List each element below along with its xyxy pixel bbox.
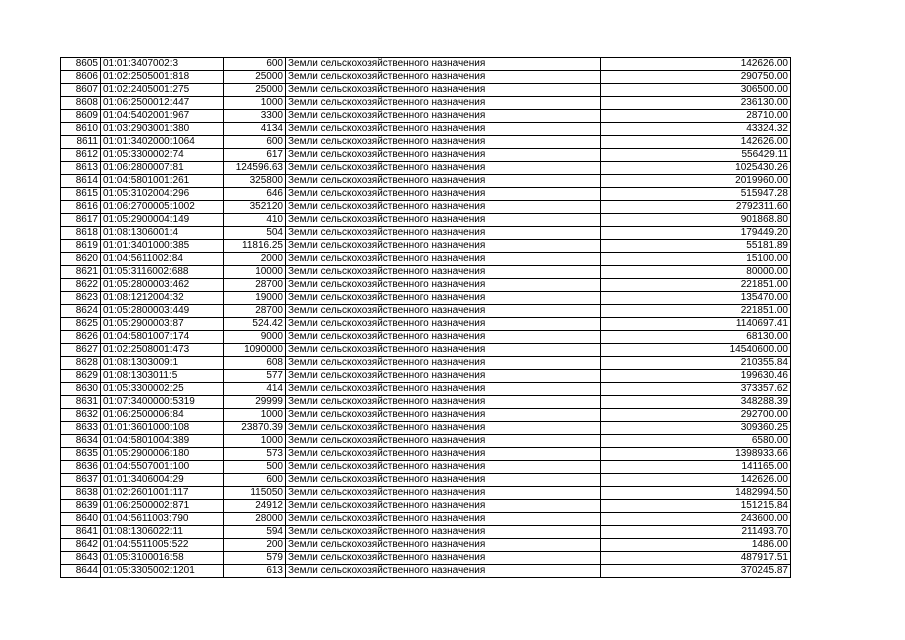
row-number: 8640 — [61, 513, 101, 526]
row-number: 8613 — [61, 162, 101, 175]
land-area: 28700 — [224, 279, 286, 292]
cadastral-number: 01:04:5611002:84 — [101, 253, 224, 266]
cadastral-number: 01:08:1306001:4 — [101, 227, 224, 240]
cadastral-number: 01:04:5801007:174 — [101, 331, 224, 344]
table-row — [61, 149, 791, 162]
land-category: Земли сельскохозяйственного назначения — [286, 123, 601, 136]
cadastral-value: 55181.89 — [601, 240, 791, 253]
cadastral-value: 348288.39 — [601, 396, 791, 409]
cadastral-number: 01:02:2505001:818 — [101, 71, 224, 84]
cadastral-value: 2019960.00 — [601, 175, 791, 188]
land-area: 594 — [224, 526, 286, 539]
land-category: Земли сельскохозяйственного назначения — [286, 370, 601, 383]
land-area: 500 — [224, 461, 286, 474]
table-row — [61, 110, 791, 123]
row-number: 8605 — [61, 58, 101, 71]
cadastral-value: 292700.00 — [601, 409, 791, 422]
table-row — [61, 123, 791, 136]
table-row — [61, 331, 791, 344]
row-number: 8629 — [61, 370, 101, 383]
row-number: 8626 — [61, 331, 101, 344]
table-row — [61, 58, 791, 71]
cadastral-value: 1025430.26 — [601, 162, 791, 175]
land-area: 1000 — [224, 409, 286, 422]
land-area: 2000 — [224, 253, 286, 266]
table-row — [61, 370, 791, 383]
table-row — [61, 409, 791, 422]
land-category: Земли сельскохозяйственного назначения — [286, 396, 601, 409]
cadastral-number: 01:08:1306022:11 — [101, 526, 224, 539]
land-category: Земли сельскохозяйственного назначения — [286, 136, 601, 149]
cadastral-value: 556429.11 — [601, 149, 791, 162]
cadastral-value: 221851.00 — [601, 279, 791, 292]
land-area: 1000 — [224, 97, 286, 110]
land-area: 325800 — [224, 175, 286, 188]
land-category: Земли сельскохозяйственного назначения — [286, 474, 601, 487]
row-number: 8616 — [61, 201, 101, 214]
table-row — [61, 214, 791, 227]
cadastral-value: 142626.00 — [601, 136, 791, 149]
row-number: 8641 — [61, 526, 101, 539]
land-area: 29999 — [224, 396, 286, 409]
cadastral-number: 01:05:2900003:87 — [101, 318, 224, 331]
cadastral-number: 01:04:5402001:967 — [101, 110, 224, 123]
land-area: 504 — [224, 227, 286, 240]
table-row — [61, 422, 791, 435]
cadastral-value: 309360.25 — [601, 422, 791, 435]
cadastral-value: 179449.20 — [601, 227, 791, 240]
table-row — [61, 344, 791, 357]
land-area: 573 — [224, 448, 286, 461]
cadastral-value: 1140697.41 — [601, 318, 791, 331]
cadastral-value: 141165.00 — [601, 461, 791, 474]
table-row — [61, 526, 791, 539]
land-category: Земли сельскохозяйственного назначения — [286, 71, 601, 84]
table-row — [61, 552, 791, 565]
table-row — [61, 253, 791, 266]
row-number: 8630 — [61, 383, 101, 396]
cadastral-number: 01:06:2800007:81 — [101, 162, 224, 175]
row-number: 8606 — [61, 71, 101, 84]
table-row — [61, 435, 791, 448]
land-category: Земли сельскохозяйственного назначения — [286, 188, 601, 201]
table-row — [61, 227, 791, 240]
land-area: 28700 — [224, 305, 286, 318]
row-number: 8608 — [61, 97, 101, 110]
land-area: 600 — [224, 136, 286, 149]
cadastral-number: 01:02:2601001:117 — [101, 487, 224, 500]
cadastral-value: 15100.00 — [601, 253, 791, 266]
cadastral-number: 01:06:2500012:447 — [101, 97, 224, 110]
row-number: 8618 — [61, 227, 101, 240]
table-row — [61, 396, 791, 409]
cadastral-value: 243600.00 — [601, 513, 791, 526]
land-category: Земли сельскохозяйственного назначения — [286, 513, 601, 526]
cadastral-value: 68130.00 — [601, 331, 791, 344]
table-row — [61, 318, 791, 331]
land-category: Земли сельскохозяйственного назначения — [286, 331, 601, 344]
cadastral-number: 01:05:3300002:74 — [101, 149, 224, 162]
table-row — [61, 136, 791, 149]
cadastral-value: 1486.00 — [601, 539, 791, 552]
land-category: Земли сельскохозяйственного назначения — [286, 448, 601, 461]
cadastral-value: 1398933.66 — [601, 448, 791, 461]
land-area: 200 — [224, 539, 286, 552]
row-number: 8635 — [61, 448, 101, 461]
land-category: Земли сельскохозяйственного назначения — [286, 383, 601, 396]
row-number: 8624 — [61, 305, 101, 318]
land-category: Земли сельскохозяйственного назначения — [286, 422, 601, 435]
land-category: Земли сельскохозяйственного назначения — [286, 409, 601, 422]
table-row — [61, 97, 791, 110]
cadastral-value: 515947.28 — [601, 188, 791, 201]
row-number: 8633 — [61, 422, 101, 435]
land-category: Земли сельскохозяйственного назначения — [286, 240, 601, 253]
land-category: Земли сельскохозяйственного назначения — [286, 565, 601, 578]
row-number: 8611 — [61, 136, 101, 149]
cadastral-value: 290750.00 — [601, 71, 791, 84]
table-row — [61, 565, 791, 578]
land-area: 28000 — [224, 513, 286, 526]
cadastral-number: 01:05:3100016:58 — [101, 552, 224, 565]
cadastral-value: 199630.46 — [601, 370, 791, 383]
land-category: Земли сельскохозяйственного назначения — [286, 214, 601, 227]
land-category: Земли сельскохозяйственного назначения — [286, 539, 601, 552]
land-area: 1090000 — [224, 344, 286, 357]
cadastral-number: 01:05:2900004:149 — [101, 214, 224, 227]
table-row — [61, 188, 791, 201]
cadastral-number: 01:02:2508001:473 — [101, 344, 224, 357]
cadastral-number: 01:06:2500002:871 — [101, 500, 224, 513]
land-area: 124596.63 — [224, 162, 286, 175]
cadastral-value: 2792311.60 — [601, 201, 791, 214]
cadastral-value: 210355.84 — [601, 357, 791, 370]
land-area: 115050 — [224, 487, 286, 500]
land-category: Земли сельскохозяйственного назначения — [286, 149, 601, 162]
cadastral-number: 01:05:2800003:449 — [101, 305, 224, 318]
table-row — [61, 84, 791, 97]
cadastral-value: 151215.84 — [601, 500, 791, 513]
row-number: 8644 — [61, 565, 101, 578]
land-area: 10000 — [224, 266, 286, 279]
row-number: 8634 — [61, 435, 101, 448]
land-area: 24912 — [224, 500, 286, 513]
table-row — [61, 487, 791, 500]
row-number: 8615 — [61, 188, 101, 201]
cadastral-number: 01:03:2903001:380 — [101, 123, 224, 136]
cadastral-value: 211493.70 — [601, 526, 791, 539]
row-number: 8623 — [61, 292, 101, 305]
table-row — [61, 500, 791, 513]
cadastral-value: 373357.62 — [601, 383, 791, 396]
cadastral-number: 01:01:3601000:108 — [101, 422, 224, 435]
table-row — [61, 162, 791, 175]
row-number: 8631 — [61, 396, 101, 409]
row-number: 8637 — [61, 474, 101, 487]
land-category: Земли сельскохозяйственного назначения — [286, 500, 601, 513]
cadastral-number: 01:02:2405001:275 — [101, 84, 224, 97]
land-category: Земли сельскохозяйственного назначения — [286, 162, 601, 175]
land-area: 524.42 — [224, 318, 286, 331]
cadastral-number: 01:04:5801004:389 — [101, 435, 224, 448]
land-area: 9000 — [224, 331, 286, 344]
cadastral-number: 01:05:3305002:1201 — [101, 565, 224, 578]
land-category: Земли сельскохозяйственного назначения — [286, 318, 601, 331]
land-area: 646 — [224, 188, 286, 201]
row-number: 8643 — [61, 552, 101, 565]
cadastral-number: 01:08:1212004:32 — [101, 292, 224, 305]
cadastral-value: 1482994.50 — [601, 487, 791, 500]
cadastral-number: 01:04:5507001:100 — [101, 461, 224, 474]
table-row — [61, 71, 791, 84]
cadastral-value: 43324.32 — [601, 123, 791, 136]
cadastral-number: 01:08:1303011:5 — [101, 370, 224, 383]
table-row — [61, 279, 791, 292]
row-number: 8621 — [61, 266, 101, 279]
cadastral-number: 01:08:1303009:1 — [101, 357, 224, 370]
row-number: 8636 — [61, 461, 101, 474]
land-category: Земли сельскохозяйственного назначения — [286, 266, 601, 279]
land-category: Земли сельскохозяйственного назначения — [286, 279, 601, 292]
land-category: Земли сельскохозяйственного назначения — [286, 97, 601, 110]
land-area: 3300 — [224, 110, 286, 123]
land-category: Земли сельскохозяйственного назначения — [286, 201, 601, 214]
cadastral-value: 135470.00 — [601, 292, 791, 305]
cadastral-number: 01:06:2500006:84 — [101, 409, 224, 422]
cadastral-value: 221851.00 — [601, 305, 791, 318]
cadastral-value: 142626.00 — [601, 474, 791, 487]
cadastral-value: 28710.00 — [601, 110, 791, 123]
row-number: 8642 — [61, 539, 101, 552]
cadastral-number: 01:04:5801001:261 — [101, 175, 224, 188]
row-number: 8639 — [61, 500, 101, 513]
cadastral-value: 6580.00 — [601, 435, 791, 448]
cadastral-value: 487917.51 — [601, 552, 791, 565]
land-area: 4134 — [224, 123, 286, 136]
land-area: 25000 — [224, 84, 286, 97]
cadastral-number: 01:06:2700005:1002 — [101, 201, 224, 214]
table-row — [61, 474, 791, 487]
row-number: 8610 — [61, 123, 101, 136]
table-row — [61, 292, 791, 305]
land-category: Земли сельскохозяйственного назначения — [286, 84, 601, 97]
land-register-table — [60, 57, 791, 578]
cadastral-value: 901868.80 — [601, 214, 791, 227]
table-row — [61, 305, 791, 318]
cadastral-value: 306500.00 — [601, 84, 791, 97]
cadastral-value: 142626.00 — [601, 58, 791, 71]
cadastral-number: 01:01:3401000:385 — [101, 240, 224, 253]
land-category: Земли сельскохозяйственного назначения — [286, 487, 601, 500]
row-number: 8617 — [61, 214, 101, 227]
row-number: 8625 — [61, 318, 101, 331]
cadastral-number: 01:05:2900006:180 — [101, 448, 224, 461]
land-category: Земли сельскохозяйственного назначения — [286, 357, 601, 370]
land-category: Земли сельскохозяйственного назначения — [286, 526, 601, 539]
cadastral-number: 01:05:3300002:25 — [101, 383, 224, 396]
row-number: 8628 — [61, 357, 101, 370]
land-area: 414 — [224, 383, 286, 396]
table-row — [61, 240, 791, 253]
cadastral-value: 236130.00 — [601, 97, 791, 110]
table-row — [61, 539, 791, 552]
table-row — [61, 357, 791, 370]
cadastral-number: 01:05:2800003:462 — [101, 279, 224, 292]
cadastral-number: 01:04:5511005:522 — [101, 539, 224, 552]
row-number: 8632 — [61, 409, 101, 422]
land-area: 23870.39 — [224, 422, 286, 435]
row-number: 8622 — [61, 279, 101, 292]
row-number: 8619 — [61, 240, 101, 253]
cadastral-number: 01:07:3400000:5319 — [101, 396, 224, 409]
table-row — [61, 461, 791, 474]
land-category: Земли сельскохозяйственного назначения — [286, 552, 601, 565]
land-area: 1000 — [224, 435, 286, 448]
row-number: 8607 — [61, 84, 101, 97]
land-area: 613 — [224, 565, 286, 578]
land-category: Земли сельскохозяйственного назначения — [286, 305, 601, 318]
land-category: Земли сельскохозяйственного назначения — [286, 58, 601, 71]
table-row — [61, 266, 791, 279]
table-row — [61, 448, 791, 461]
land-area: 19000 — [224, 292, 286, 305]
row-number: 8627 — [61, 344, 101, 357]
row-number: 8609 — [61, 110, 101, 123]
land-area: 600 — [224, 58, 286, 71]
land-category: Земли сельскохозяйственного назначения — [286, 461, 601, 474]
land-category: Земли сельскохозяйственного назначения — [286, 292, 601, 305]
cadastral-number: 01:01:3407002:3 — [101, 58, 224, 71]
row-number: 8614 — [61, 175, 101, 188]
cadastral-number: 01:05:3116002:688 — [101, 266, 224, 279]
land-register-body — [61, 58, 791, 578]
land-area: 608 — [224, 357, 286, 370]
land-category: Земли сельскохозяйственного назначения — [286, 175, 601, 188]
land-category: Земли сельскохозяйственного назначения — [286, 110, 601, 123]
cadastral-value: 370245.87 — [601, 565, 791, 578]
land-area: 579 — [224, 552, 286, 565]
table-row — [61, 175, 791, 188]
land-area: 11816.25 — [224, 240, 286, 253]
land-area: 600 — [224, 474, 286, 487]
land-category: Земли сельскохозяйственного назначения — [286, 253, 601, 266]
row-number: 8612 — [61, 149, 101, 162]
row-number: 8620 — [61, 253, 101, 266]
land-area: 352120 — [224, 201, 286, 214]
cadastral-value: 80000.00 — [601, 266, 791, 279]
cadastral-number: 01:04:5611003:790 — [101, 513, 224, 526]
land-area: 410 — [224, 214, 286, 227]
cadastral-number: 01:01:3406004:29 — [101, 474, 224, 487]
table-row — [61, 201, 791, 214]
row-number: 8638 — [61, 487, 101, 500]
land-category: Земли сельскохозяйственного назначения — [286, 344, 601, 357]
land-area: 25000 — [224, 71, 286, 84]
land-category: Земли сельскохозяйственного назначения — [286, 435, 601, 448]
land-area: 617 — [224, 149, 286, 162]
land-category: Земли сельскохозяйственного назначения — [286, 227, 601, 240]
table-row — [61, 513, 791, 526]
cadastral-value: 14540600.00 — [601, 344, 791, 357]
table-row — [61, 383, 791, 396]
cadastral-number: 01:05:3102004:296 — [101, 188, 224, 201]
cadastral-number: 01:01:3402000:1064 — [101, 136, 224, 149]
land-area: 577 — [224, 370, 286, 383]
